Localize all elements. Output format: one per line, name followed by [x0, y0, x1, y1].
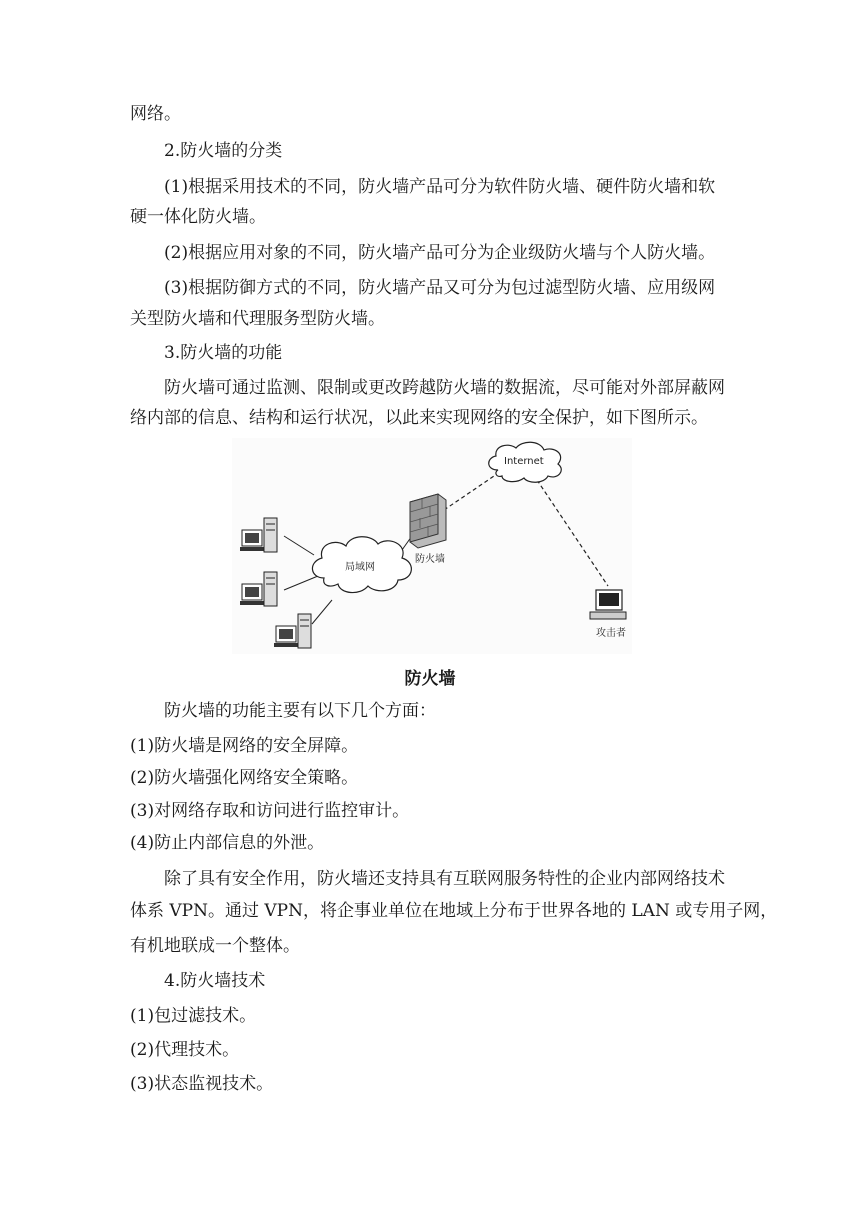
list-item: (3)状态监视技术。	[130, 1074, 274, 1094]
list-item: (1)防火墙是网络的安全屏障。	[130, 736, 359, 756]
attacker-computer-icon	[590, 590, 626, 619]
firewall-label: 防火墙	[415, 554, 445, 565]
section-heading-function: 3.防火墙的功能	[164, 343, 283, 363]
list-item: (4)防止内部信息的外泄。	[130, 833, 325, 853]
firewall-network-diagram	[232, 438, 632, 654]
text-line: 体系 VPN。通过 VPN，将企事业单位在地域上分布于世界各地的 LAN 或专用子网，	[130, 901, 778, 921]
lan-label: 局域网	[345, 562, 375, 573]
text-line: (1)根据采用技术的不同，防火墙产品可分为软件防火墙、硬件防火墙和软	[164, 177, 716, 197]
text-line: 关型防火墙和代理服务型防火墙。	[130, 309, 385, 329]
section-heading-classification: 2.防火墙的分类	[164, 141, 283, 161]
text-line: (3)根据防御方式的不同，防火墙产品又可分为包过滤型防火墙、应用级网	[164, 278, 716, 298]
list-item: (2)代理技术。	[130, 1040, 240, 1060]
list-item: (1)包过滤技术。	[130, 1006, 257, 1026]
list-item: (2)防火墙强化网络安全策略。	[130, 768, 359, 788]
figure-caption: 防火墙	[404, 669, 456, 689]
list-item: (3)对网络存取和访问进行监控审计。	[130, 801, 410, 821]
text-line: 络内部的信息、结构和运行状况，以此来实现网络的安全保护，如下图所示。	[130, 408, 708, 428]
attacker-label: 攻击者	[596, 628, 626, 639]
firewall-icon	[410, 494, 446, 548]
text-line: 硬一体化防火墙。	[130, 207, 266, 227]
text-line: (2)根据应用对象的不同，防火墙产品可分为企业级防火墙与个人防火墙。	[164, 243, 716, 263]
text-line: 网络。	[130, 104, 181, 124]
text-line: 除了具有安全作用，防火墙还支持具有互联网服务特性的企业内部网络技术	[164, 869, 725, 889]
text-line: 防火墙可通过监测、限制或更改跨越防火墙的数据流，尽可能对外部屏蔽网	[164, 378, 725, 398]
internet-label: Internet	[504, 456, 544, 467]
text-line: 防火墙的功能主要有以下几个方面：	[164, 701, 436, 721]
section-heading-technology: 4.防火墙技术	[164, 971, 266, 991]
text-line: 有机地联成一个整体。	[130, 936, 300, 956]
